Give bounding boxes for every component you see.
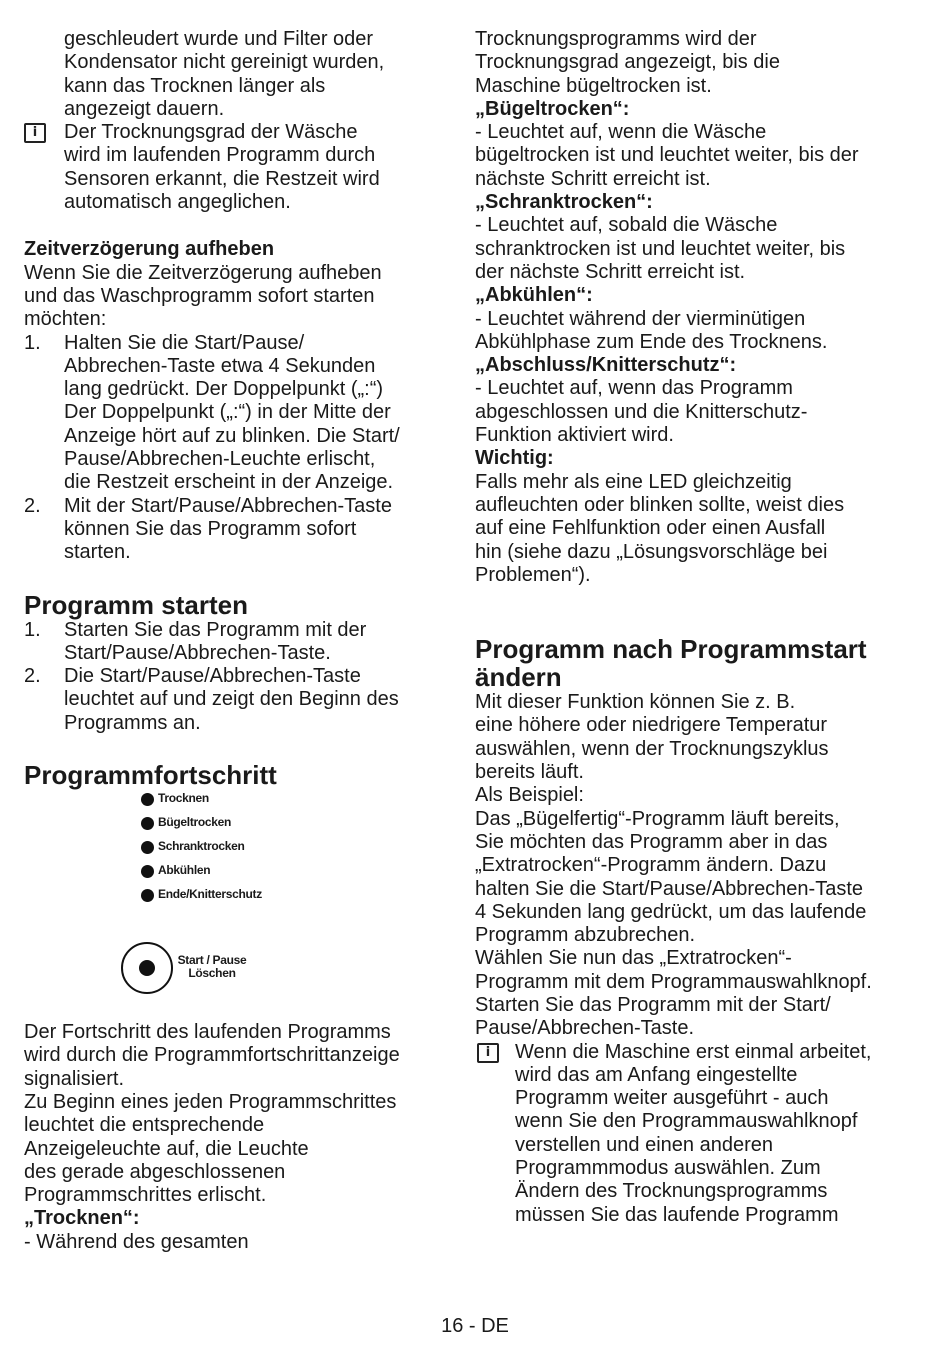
change-program-heading: Programm nach Programmstart ändern <box>475 634 867 693</box>
abschluss-text: - Leuchtet auf, wenn das Programm abgeschlossen und die Knitterschutz- Funktion aktiviert wird. <box>475 377 808 447</box>
page-number: 16 - DE <box>441 1315 509 1337</box>
list-item: 2. Mit der Start/Pause/Abbrechen-Taste können Sie das Programm sofort starten. <box>24 494 392 564</box>
trocknen-text: - Während des gesamten <box>24 1230 249 1253</box>
list-item: 1. Halten Sie die Start/Pause/ Abbrechen-Taste etwa 4 Sekunden lang gedrückt. Der Doppelpunkt („:“) Der Doppelpunkt („:“) in der Mitte der Anzeige hört auf zu blinken. Die Start/ Pause/Abbrechen-Leuchte erlischt, die Restzeit erscheint in der Anzeige. <box>24 331 400 494</box>
info-note: i Der Trocknungsgrad der Wäsche wird im laufenden Programm durch Sensoren erkannt, die Restzeit wird automatisch angeglichen. <box>24 121 444 214</box>
led-ende-knitterschutz: Ende/Knitterschutz <box>141 885 262 905</box>
start-steps <box>24 619 444 735</box>
led-trocknen: Trocknen <box>141 789 209 809</box>
list-item: 1. Starten Sie das Programm mit der Start/Pause/Abbrechen-Taste. <box>24 618 367 664</box>
wichtig-heading: Wichtig: <box>475 447 554 470</box>
buegeltrocken-text: - Leuchtet auf, wenn die Wäsche bügeltrocken ist und leuchtet weiter, bis der nächste Schritt erreicht ist. <box>475 121 859 190</box>
delay-intro: Wenn Sie die Zeitverzögerung aufheben und das Waschprogramm sofort starten möchten: <box>24 261 382 331</box>
progress-heading: Programmfortschritt <box>24 760 277 791</box>
intro-paragraph: geschleudert wurde und Filter oder Kondensator nicht gereinigt wurden, kann das Trocknen länger als angezeigt dauern. <box>64 28 385 120</box>
abschluss-heading: „Abschluss/Knitterschutz“: <box>475 354 737 377</box>
trocknen-heading: „Trocknen“: <box>24 1207 140 1230</box>
schranktrocken-text: - Leuchtet auf, sobald die Wäsche schranktrocken ist und leuchtet weiter, bis der nächste Schritt erreicht ist. <box>475 214 846 283</box>
schranktrocken-heading: „Schranktrocken“: <box>475 191 653 214</box>
progress-diagram <box>24 789 444 1021</box>
led-buegeltrocken: Bügeltrocken <box>141 813 231 833</box>
delay-steps <box>24 332 444 565</box>
delay-heading: Zeitverzögerung aufheben <box>24 238 275 261</box>
led-abkuehlen: Abkühlen <box>141 861 210 881</box>
start-pause-button-icon <box>121 942 173 994</box>
abkuehlen-text: - Leuchtet während der vierminütigen Abkühlphase zum Ende des Trocknens. <box>475 307 828 353</box>
abkuehlen-heading: „Abkühlen“: <box>475 284 593 307</box>
trocknen-continuation: Trocknungsprogramms wird der Trocknungsgrad angezeigt, bis die Maschine bügeltrocken ist. <box>475 28 780 97</box>
progress-description: Der Fortschritt des laufenden Programms wird durch die Programmfortschrittanzeige signalisiert. Zu Beginn eines jeden Programmschrittes leuchtet die entsprechende Anzeigeleuchte auf, die Leuchte des gerade abgeschlossenen Programmschrittes erlischt. <box>24 1021 400 1207</box>
left-column <box>24 28 444 1254</box>
start-heading: Programm starten <box>24 589 248 620</box>
change-program-text: Mit dieser Funktion können Sie z. B. eine höhere oder niedrigere Temperatur auswählen, wenn der Trocknungszyklus bereits läuft. Als Beispiel: Das „Bügelfertig“-Programm läuft bereits, Sie möchten das Programm aber in das „Extratrocken“-Programm ändern. Dazu halten Sie die Start/Pause/Abbrechen-Taste 4 Sekunden lang gedrückt, um das laufende Programm abzubrechen. Wählen Sie nun das „Extratrocken“- Programm mit dem Programmauswahlknopf. Starten Sie das Programm mit der Start/ Pause/Abbrechen-Taste. <box>475 691 872 1040</box>
led-dot-icon <box>141 865 154 878</box>
led-dot-icon <box>141 793 154 806</box>
info-icon: i <box>477 1043 499 1063</box>
wichtig-text: Falls mehr als eine LED gleichzeitig aufleuchten oder blinken sollte, weist dies auf eine Fehlfunktion oder einen Ausfall hin (siehe dazu „Lösungsvorschläge bei Problemen“). <box>475 470 845 586</box>
led-dot-icon <box>141 889 154 902</box>
led-dot-icon <box>141 841 154 854</box>
info-note: i Wenn die Maschine erst einmal arbeitet, wird das am Anfang eingestellte Programm weiter ausgeführt - auch wenn Sie den Programmauswahlknopf verstellen und einen anderen Programmmodus auswählen. Zum Ändern des Trocknungsprogramms müssen Sie das laufende Programm <box>475 1041 905 1227</box>
buegeltrocken-heading: „Bügeltrocken“: <box>475 97 630 120</box>
list-item: 2. Die Start/Pause/Abbrechen-Taste leuchtet auf und zeigt den Beginn des Programms an. <box>24 665 399 734</box>
button-dot-icon <box>139 960 155 976</box>
info-icon: i <box>24 123 46 143</box>
led-schranktrocken: Schranktrocken <box>141 837 245 857</box>
led-dot-icon <box>141 817 154 830</box>
start-pause-label: Start / Pause Löschen <box>177 953 247 981</box>
right-column <box>475 28 905 1227</box>
